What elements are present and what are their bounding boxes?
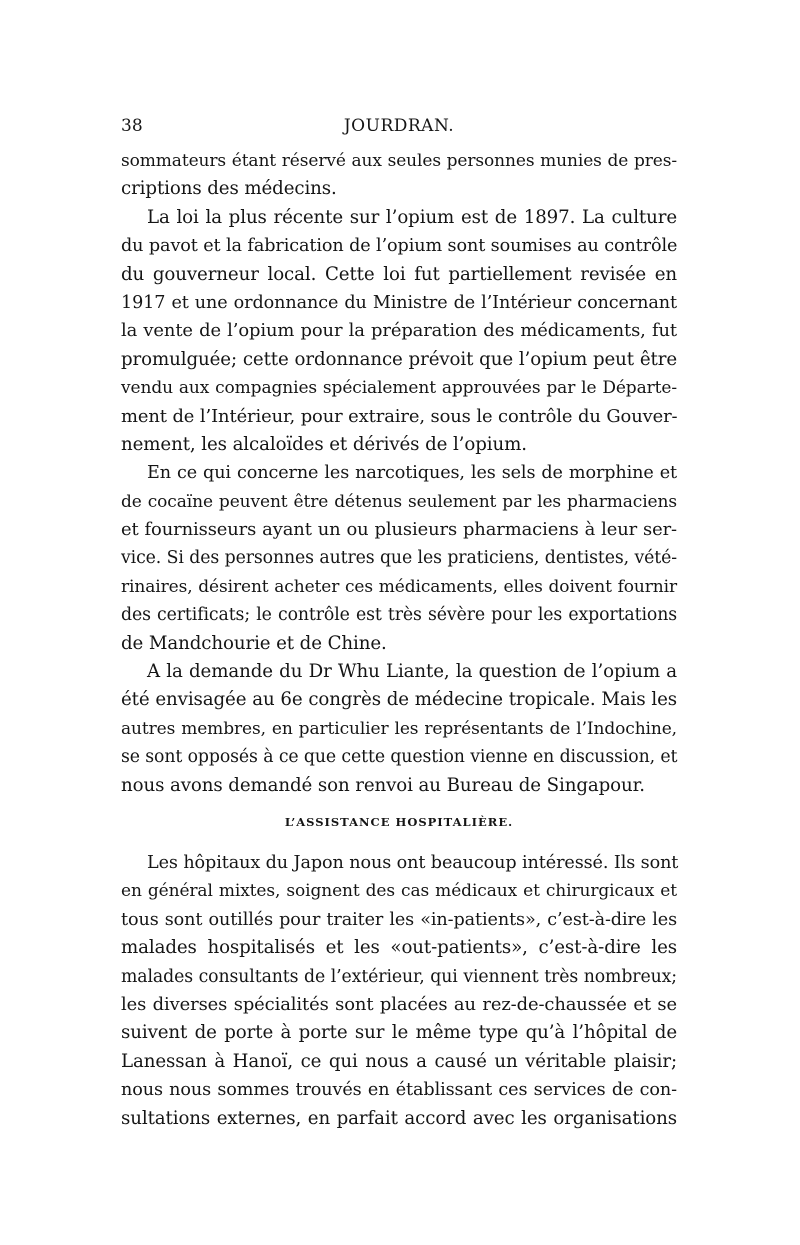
text-line: nement, les alcaloïdes et dérivés de l’opium. xyxy=(121,433,527,455)
page-number: 38 xyxy=(121,116,143,136)
text-line: de Mandchourie et de Chine. xyxy=(121,632,387,654)
text-line: la vente de l’opium pour la préparation des médicaments, fut xyxy=(121,320,677,342)
text-line: sultations externes, en parfait accord avec les organisations xyxy=(121,1107,677,1129)
text-line: Les hôpitaux du Japon nous ont beaucoup intéressé. Ils sont xyxy=(147,853,679,873)
text-line: et fournisseurs ayant un ou plusieurs pharmaciens à leur ser- xyxy=(121,519,677,541)
text-line: de cocaïne peuvent être détenus seulement par les pharmaciens xyxy=(121,491,677,512)
text-line: nous nous sommes trouvés en établissant ces services de con- xyxy=(121,1080,677,1101)
opium-regulation-text xyxy=(121,147,677,800)
running-title: JOURDRAN. xyxy=(343,116,455,136)
text-line: se sont opposés à ce que cette question vienne en discussion, et xyxy=(121,747,678,768)
text-line: La loi la plus récente sur l’opium est de 1897. La culture xyxy=(147,206,677,228)
text-line: 1917 et une ordonnance du Ministre de l’Intérieur concernant xyxy=(121,292,677,313)
text-line: des certificats; le contrôle est très sévère pour les exportations xyxy=(121,605,677,626)
text-line: rinaires, désirent acheter ces médicaments, elles doivent fournir xyxy=(121,576,677,597)
text-line: suivent de porte à porte sur le même type qu’à l’hôpital de xyxy=(121,1022,677,1044)
running-head xyxy=(121,113,677,139)
text-line: les diverses spécialités sont placées au rez-de-chaussée et se xyxy=(121,993,677,1015)
text-line: été envisagée au 6e congrès de médecine tropicale. Mais les xyxy=(121,689,677,711)
text-line: A la demande du Dr Whu Liante, la question de l’opium a xyxy=(147,661,677,683)
text-line: sommateurs étant réservé aux seules personnes munies de pres- xyxy=(121,151,677,171)
text-line: en général mixtes, soignent des cas médicaux et chirurgicaux et xyxy=(121,881,677,902)
text-line: vendu aux compagnies spécialement approuvées par le Départe- xyxy=(121,378,677,399)
text-line: criptions des médecins. xyxy=(121,178,337,200)
text-line: nous avons demandé son renvoi au Bureau de Singapour. xyxy=(121,774,645,796)
text-line: vice. Si des personnes autres que les praticiens, dentistes, vété- xyxy=(121,548,677,569)
text-line: du pavot et la fabrication de l’opium sont soumises au contrôle xyxy=(121,236,678,257)
section-heading: L’ASSISTANCE HOSPITALIÈRE. xyxy=(284,815,514,829)
text-line: malades consultants de l’extérieur, qui viennent très nombreux; xyxy=(121,966,677,987)
text-line: malades hospitalisés et les «out-patients», c’est-à-dire les xyxy=(121,937,677,959)
hospital-assistance-text xyxy=(121,849,677,1133)
text-line: autres membres, en particulier les représentants de l’Indochine, xyxy=(121,718,677,739)
text-line: En ce qui concerne les narcotiques, les sels de morphine et xyxy=(147,463,677,484)
text-line: ment de l’Intérieur, pour extraire, sous le contrôle du Gouver- xyxy=(121,405,678,427)
text-line: promulguée; cette ordonnance prévoit que l’opium peut être xyxy=(121,348,677,370)
text-line: tous sont outillés pour traiter les «in-patients», c’est-à-dire les xyxy=(121,909,677,930)
text-line: du gouverneur local. Cette loi fut partiellement revisée en xyxy=(121,263,677,285)
text-line: Lanessan à Hanoï, ce qui nous a causé un véritable plaisir; xyxy=(121,1050,677,1072)
